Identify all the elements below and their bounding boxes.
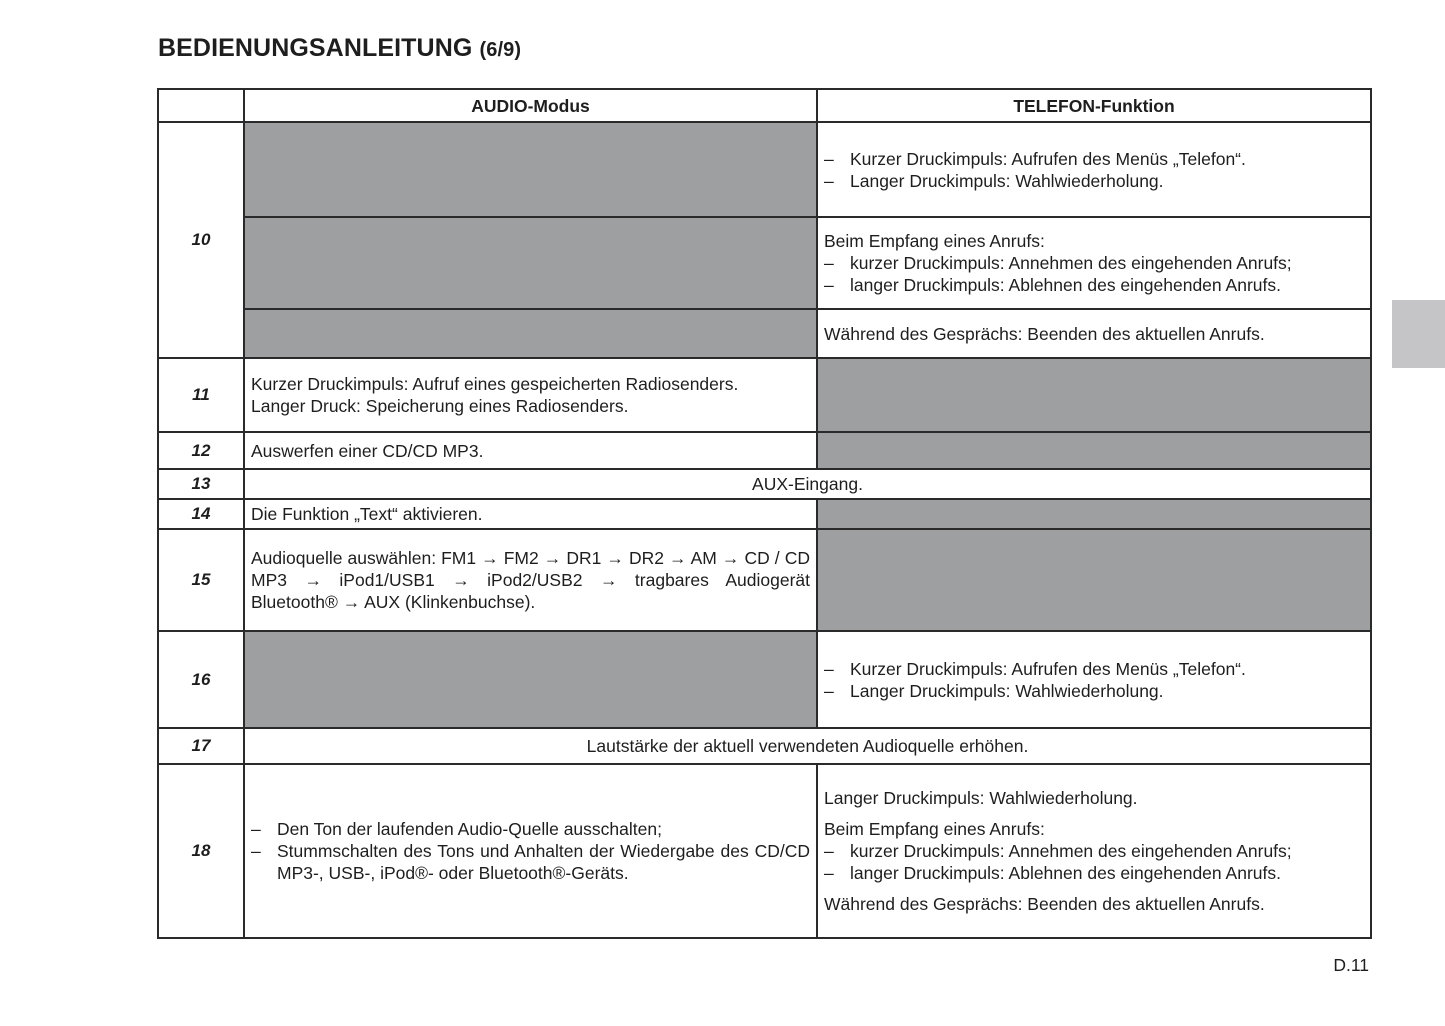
row-number-10: 10 — [158, 122, 244, 358]
telefon-cell-empty — [817, 358, 1371, 432]
long-press-note: Langer Druckimpuls: Wahlwiederholung. — [824, 788, 1138, 808]
shared-cell: Lautstärke der aktuell verwendeten Audioquelle erhöhen. — [244, 728, 1371, 764]
audio-cell-empty — [244, 122, 817, 217]
call-intro: Beim Empfang eines Anrufs: — [824, 819, 1045, 839]
audio-cell: Audioquelle auswählen: FM1 → FM2 → DR1 → DR2 → AM → CD / CD MP3 → iPod1/USB1 → iPod2/USB2 → tragbares Audiogerät Bluetooth® → AUX (Klinkenbuchse). — [244, 529, 817, 631]
dash-mark: – — [251, 841, 261, 861]
table-header-row — [158, 89, 1371, 122]
dash-mark: – — [824, 170, 834, 191]
list-item: – Langer Druckimpuls: Wahlwiederholung. — [824, 680, 1164, 701]
row-number-17: 17 — [158, 728, 244, 764]
dash-mark: – — [824, 253, 834, 273]
list-item: – langer Druckimpuls: Ablehnen des eingehenden Anrufs. — [824, 863, 1281, 883]
row-number-15: 15 — [158, 529, 244, 631]
audio-cell-empty — [244, 217, 817, 309]
telefon-cell-empty — [817, 529, 1371, 631]
list-item: – langer Druckimpuls: Ablehnen des eingehenden Anrufs. — [824, 275, 1281, 295]
dash-mark: – — [824, 841, 834, 861]
page-title — [158, 34, 521, 63]
list-item: – Kurzer Druckimpuls: Aufrufen des Menüs „Telefon“. — [824, 148, 1246, 169]
controls-table — [157, 88, 1372, 939]
dash-mark: – — [824, 275, 834, 295]
page-title-main: BEDIENUNGSANLEITUNG — [158, 34, 473, 62]
list-item: – Stummschalten des Tons und Anhalten der Wiedergabe des CD/CD MP3-, USB-, iPod®- oder Bluetooth®-Geräts. — [251, 841, 810, 883]
dash-mark: – — [824, 680, 834, 701]
shared-cell: AUX-Eingang. — [244, 469, 1371, 499]
call-intro: Beim Empfang eines Anrufs: — [824, 231, 1045, 251]
audio-cell — [244, 764, 817, 938]
audio-cell: Die Funktion „Text“ aktivieren. — [244, 499, 817, 529]
telefon-cell: Während des Gesprächs: Beenden des aktuellen Anrufs. — [817, 309, 1371, 358]
table-row — [158, 358, 1371, 432]
telefon-cell — [817, 217, 1371, 309]
list-item: – kurzer Druckimpuls: Annehmen des eingehenden Anrufs; — [824, 253, 1292, 273]
page-number: D.11 — [1333, 955, 1369, 975]
table-row — [158, 631, 1371, 728]
table-row — [158, 122, 1371, 217]
audio-cell-empty — [244, 309, 817, 358]
table-row — [158, 469, 1371, 499]
telefon-cell — [817, 122, 1371, 217]
header-telefon: TELEFON-Funktion — [817, 89, 1371, 122]
row-number-12: 12 — [158, 432, 244, 469]
telefon-cell — [817, 631, 1371, 728]
table-row — [158, 309, 1371, 358]
table-row — [158, 764, 1371, 938]
table-row — [158, 529, 1371, 631]
row-number-11: 11 — [158, 358, 244, 432]
row-number-14: 14 — [158, 499, 244, 529]
dash-mark: – — [824, 863, 834, 883]
header-audio: AUDIO-Modus — [244, 89, 817, 122]
table-row — [158, 217, 1371, 309]
section-tab-marker — [1392, 300, 1445, 368]
table-row — [158, 499, 1371, 529]
dash-mark: – — [824, 658, 834, 679]
dash-mark: – — [824, 148, 834, 169]
list-item: – kurzer Druckimpuls: Annehmen des eingehenden Anrufs; — [824, 841, 1292, 861]
row-number-13: 13 — [158, 469, 244, 499]
table-row — [158, 728, 1371, 764]
list-item: – Kurzer Druckimpuls: Aufrufen des Menüs „Telefon“. — [824, 658, 1246, 679]
audio-cell-empty — [244, 631, 817, 728]
audio-cell: Kurzer Druckimpuls: Aufruf eines gespeicherten Radiosenders. Langer Druck: Speicherung eines Radiosenders. — [244, 358, 817, 432]
page-title-page: (6/9) — [479, 39, 522, 61]
list-item: – Den Ton der laufenden Audio-Quelle ausschalten; — [251, 819, 662, 839]
dash-mark: – — [251, 819, 261, 839]
telefon-cell-empty — [817, 432, 1371, 469]
row-number-16: 16 — [158, 631, 244, 728]
call-end-note: Während des Gesprächs: Beenden des aktuellen Anrufs. — [824, 894, 1265, 914]
telefon-cell-empty — [817, 499, 1371, 529]
table-row — [158, 432, 1371, 469]
audio-cell: Auswerfen einer CD/CD MP3. — [244, 432, 817, 469]
list-item: – Langer Druckimpuls: Wahlwiederholung. — [824, 170, 1164, 191]
telefon-cell — [817, 764, 1371, 938]
row-number-18: 18 — [158, 764, 244, 938]
header-blank — [158, 89, 244, 122]
